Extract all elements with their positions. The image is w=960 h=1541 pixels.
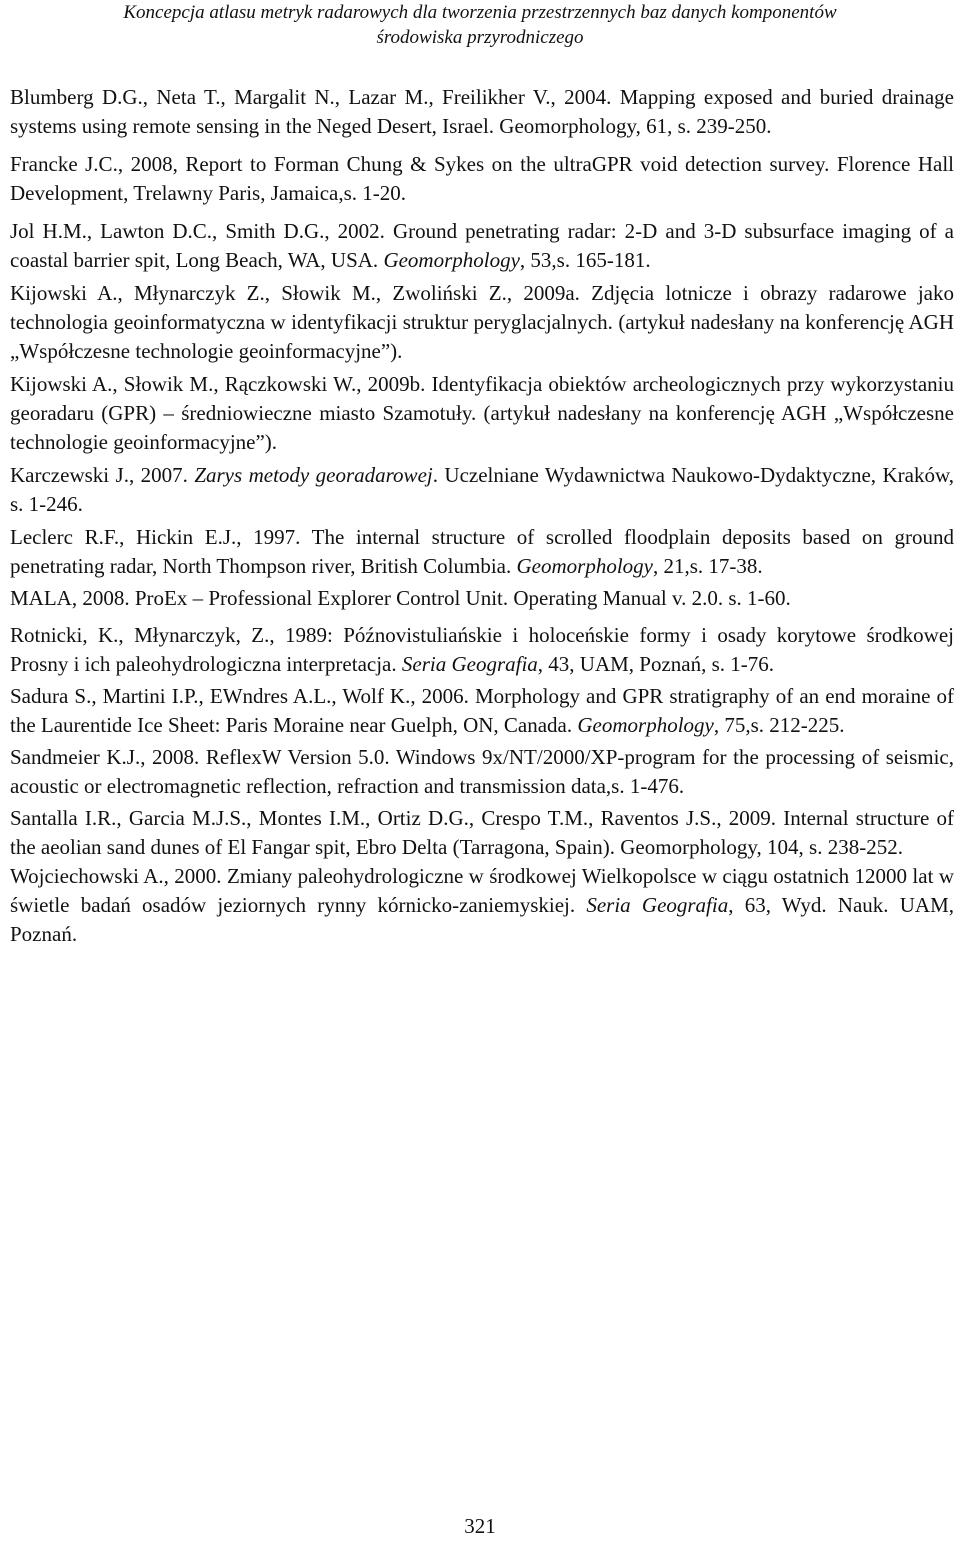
reference-wojciechowski-2000: Wojciechowski A., 2000. Zmiany paleohydrologiczne w środkowej Wielkopolsce w ciągu ostatnich 12000 lat w świetle badań osadów jeziornych rynny kórnicko-zaniemyskiej. Seria Geografia, 63, Wyd. Nauk. UAM, Poznań. <box>10 864 955 946</box>
reference-mala-2008: MALA, 2008. ProEx – Professional Explorer Control Unit. Operating Manual v. 2.0. s. 1-60. <box>10 586 791 610</box>
reference-sandmeier-2008: Sandmeier K.J., 2008. ReflexW Version 5.0. Windows 9x/NT/2000/XP-program for the processing of seismic, acoustic or electromagnetic reflection, refraction and transmission data,s. 1-476. <box>10 745 954 798</box>
reference-rotnicki-1989: Rotnicki, K., Młynarczyk, Z., 1989: Późnovistuliańskie i holoceńskie formy i osady korytowe środkowej Prosny i ich paleohydrologiczna interpretacja. Seria Geografia, 43, UAM, Poznań, s. 1-76. <box>10 623 954 676</box>
running-header <box>0 0 960 50</box>
reference-francke-2008: Francke J.C., 2008, Report to Forman Chung & Sykes on the ultraGPR void detection survey. Florence Hall Development, Trelawny Paris, Jamaica,s. 1-20. <box>10 152 954 205</box>
reference-list <box>10 83 954 949</box>
reference-jol-2002: Jol H.M., Lawton D.C., Smith D.G., 2002. Ground penetrating radar: 2-D and 3-D subsurface imaging of a coastal barrier spit, Long Beach, WA, USA. Geomorphology, 53,s. 165-181. <box>10 219 954 272</box>
reference-blumberg-2004: Blumberg D.G., Neta T., Margalit N., Lazar M., Freilikher V., 2004. Mapping exposed and buried drainage systems using remote sensing in the Neged Desert, Israel. Geomorphology, 61, s. 239-250. <box>10 85 954 138</box>
reference-leclerc-1997: Leclerc R.F., Hickin E.J., 1997. The internal structure of scrolled floodplain deposits based on ground penetrating radar, North Thompson river, British Columbia. Geomorphology, 21,s. 17-38. <box>10 525 954 578</box>
running-header-line-1: Koncepcja atlasu metryk radarowych dla tworzenia przestrzennych baz danych komponentów <box>123 2 837 23</box>
page-number: 321 <box>464 1514 496 1538</box>
reference-karczewski-2007: Karczewski J., 2007. Zarys metody georadarowej. Uczelniane Wydawnictwa Naukowo-Dydaktyczne, Kraków, s. 1-246. <box>10 463 954 516</box>
reference-sadura-2006: Sadura S., Martini I.P., EWndres A.L., Wolf K., 2006. Morphology and GPR stratigraphy of an end moraine of the Laurentide Ice Sheet: Paris Moraine near Guelph, ON, Canada. Geomorphology, 75,s. 212-225. <box>10 684 954 737</box>
reference-kijowski-2009a: Kijowski A., Młynarczyk Z., Słowik M., Zwoliński Z., 2009a. Zdjęcia lotnicze i obrazy radarowe jako technologia geoinformatyczna w identyfikacji struktur peryglacjalnych. (artykuł nadesłany na konferencję AGH „Współczesne technologie geoinformacyjne”). <box>10 281 954 363</box>
reference-santalla-2009: Santalla I.R., Garcia M.J.S., Montes I.M., Ortiz D.G., Crespo T.M., Raventos J.S., 2009. Internal structure of the aeolian sand dunes of El Fangar spit, Ebro Delta (Tarragona, Spain). Geomorphology, 104, s. 238-252. <box>10 806 954 859</box>
running-header-line-2: środowiska przyrodniczego <box>376 27 584 48</box>
reference-kijowski-2009b: Kijowski A., Słowik M., Rączkowski W., 2009b. Identyfikacja obiektów archeologicznych przy wykorzystaniu georadaru (GPR) – średniowieczne miasto Szamotuły. (artykuł nadesłany na konferencję AGH „Współczesne technologie geoinformacyjne”). <box>10 372 954 454</box>
